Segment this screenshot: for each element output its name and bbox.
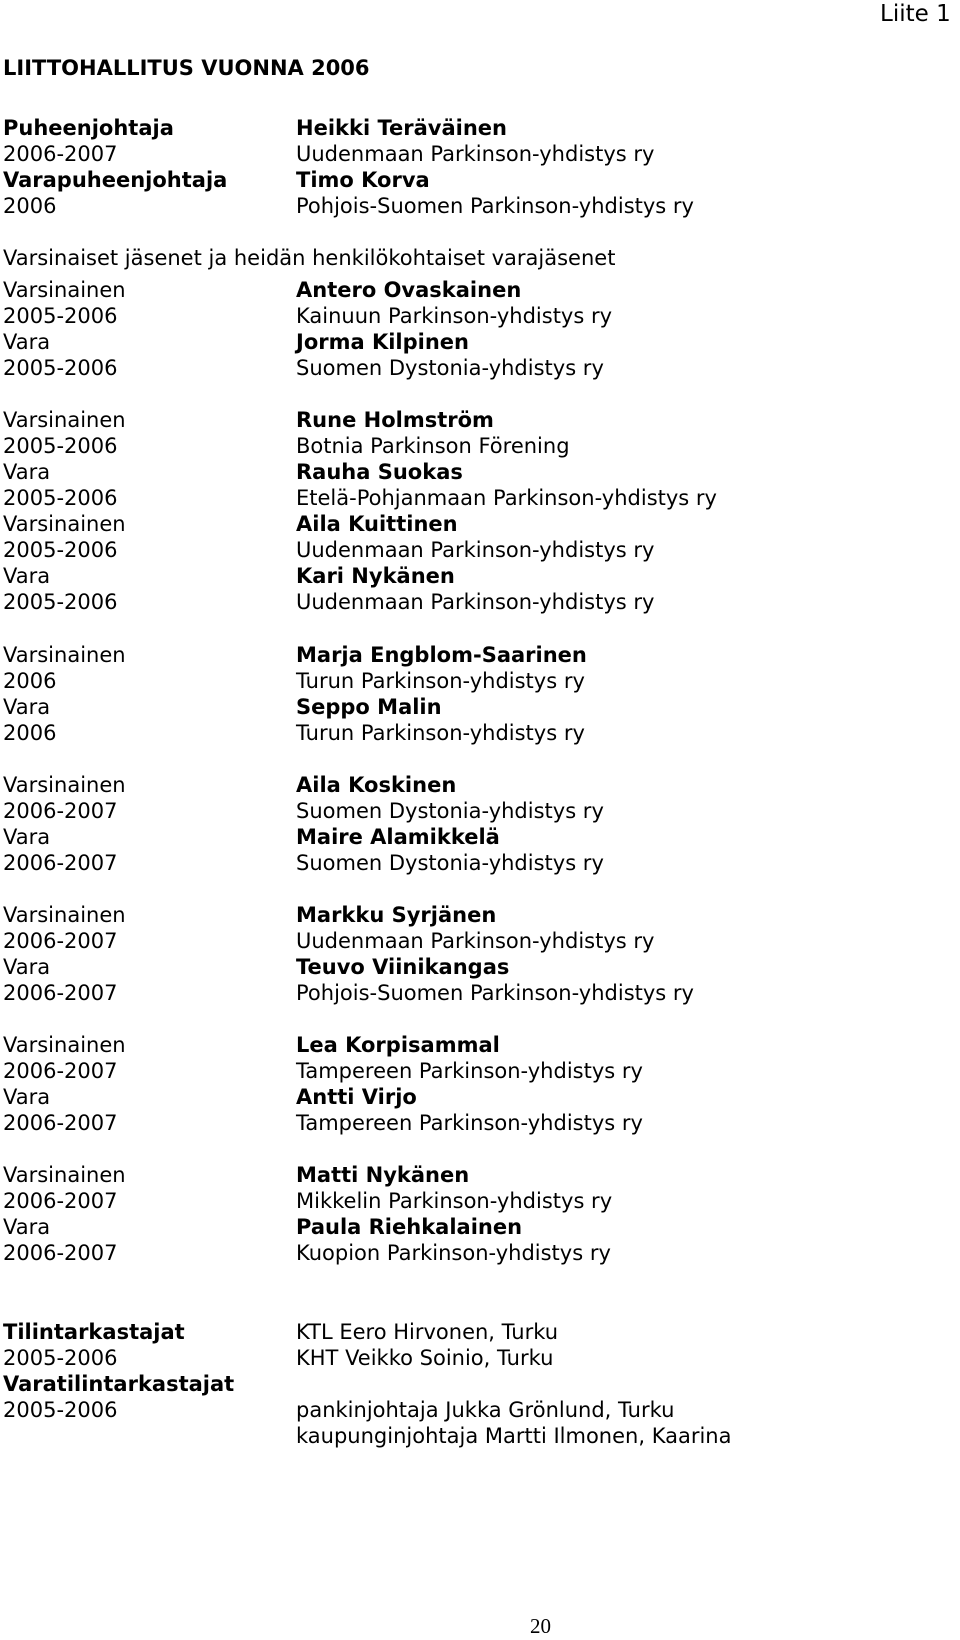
- members-heading: Varsinaiset jäsenet ja heidän henkilökohtaiset varajäsenet: [3, 246, 616, 270]
- member-name: Paula Riehkalainen: [296, 1215, 523, 1239]
- member-name: Rauha Suokas: [296, 460, 463, 484]
- chair-period: 2006-2007: [3, 142, 118, 166]
- deputy-auditors-period: 2005-2006: [3, 1398, 118, 1422]
- member-period: 2005-2006: [3, 486, 118, 510]
- member-period: 2006: [3, 669, 57, 693]
- member-name: Matti Nykänen: [296, 1163, 470, 1187]
- member-role: Vara: [3, 460, 51, 484]
- member-period: 2006-2007: [3, 851, 118, 875]
- member-role: Varsinainen: [3, 1033, 126, 1057]
- deputy-auditor-name: kaupunginjohtaja Martti Ilmonen, Kaarina: [296, 1424, 732, 1448]
- member-period: 2006-2007: [3, 1241, 118, 1265]
- member-org: Kainuun Parkinson-yhdistys ry: [296, 304, 613, 328]
- member-role: Vara: [3, 825, 51, 849]
- member-role: Varsinainen: [3, 643, 126, 667]
- member-org: Suomen Dystonia-yhdistys ry: [296, 851, 604, 875]
- member-name: Antero Ovaskainen: [296, 278, 522, 302]
- member-role: Vara: [3, 695, 51, 719]
- member-org: Kuopion Parkinson-yhdistys ry: [296, 1241, 611, 1265]
- member-role: Vara: [3, 330, 51, 354]
- deputy-auditors-label: Varatilintarkastajat: [3, 1372, 235, 1396]
- member-org: Uudenmaan Parkinson-yhdistys ry: [296, 538, 655, 562]
- member-role: Vara: [3, 1085, 51, 1109]
- chair-name: Heikki Teräväinen: [296, 116, 507, 140]
- member-period: 2005-2006: [3, 356, 118, 380]
- page-title: LIITTOHALLITUS VUONNA 2006: [3, 56, 370, 80]
- member-period: 2005-2006: [3, 304, 118, 328]
- member-org: Etelä-Pohjanmaan Parkinson-yhdistys ry: [296, 486, 717, 510]
- member-period: 2006-2007: [3, 1059, 118, 1083]
- auditor-name: KHT Veikko Soinio, Turku: [296, 1346, 554, 1370]
- vice-chair-name: Timo Korva: [296, 168, 430, 192]
- member-role: Varsinainen: [3, 1163, 126, 1187]
- auditors-label: Tilintarkastajat: [3, 1320, 185, 1344]
- member-name: Aila Kuittinen: [296, 512, 458, 536]
- member-role: Varsinainen: [3, 408, 126, 432]
- member-period: 2006-2007: [3, 1111, 118, 1135]
- member-name: Markku Syrjänen: [296, 903, 497, 927]
- vice-chair-role: Varapuheenjohtaja: [3, 168, 228, 192]
- member-name: Seppo Malin: [296, 695, 442, 719]
- member-org: Mikkelin Parkinson-yhdistys ry: [296, 1189, 613, 1213]
- member-org: Turun Parkinson-yhdistys ry: [296, 721, 585, 745]
- member-period: 2006-2007: [3, 981, 118, 1005]
- member-period: 2005-2006: [3, 590, 118, 614]
- member-period: 2006-2007: [3, 799, 118, 823]
- member-name: Antti Virjo: [296, 1085, 417, 1109]
- vice-chair-org: Pohjois-Suomen Parkinson-yhdistys ry: [296, 194, 694, 218]
- member-period: 2006-2007: [3, 929, 118, 953]
- member-name: Rune Holmström: [296, 408, 494, 432]
- member-name: Maire Alamikkelä: [296, 825, 500, 849]
- member-name: Teuvo Viinikangas: [296, 955, 510, 979]
- member-period: 2005-2006: [3, 434, 118, 458]
- member-org: Uudenmaan Parkinson-yhdistys ry: [296, 590, 655, 614]
- member-role: Vara: [3, 564, 51, 588]
- member-role: Varsinainen: [3, 512, 126, 536]
- member-role: Vara: [3, 1215, 51, 1239]
- member-org: Uudenmaan Parkinson-yhdistys ry: [296, 929, 655, 953]
- member-org: Botnia Parkinson Förening: [296, 434, 570, 458]
- chair-role: Puheenjohtaja: [3, 116, 174, 140]
- chair-org: Uudenmaan Parkinson-yhdistys ry: [296, 142, 655, 166]
- appendix-label: Liite 1: [880, 1, 951, 27]
- member-role: Vara: [3, 955, 51, 979]
- member-org: Tampereen Parkinson-yhdistys ry: [296, 1111, 643, 1135]
- member-name: Jorma Kilpinen: [296, 330, 470, 354]
- member-role: Varsinainen: [3, 903, 126, 927]
- member-name: Aila Koskinen: [296, 773, 457, 797]
- member-period: 2006-2007: [3, 1189, 118, 1213]
- member-period: 2005-2006: [3, 538, 118, 562]
- deputy-auditor-name: pankinjohtaja Jukka Grönlund, Turku: [296, 1398, 675, 1422]
- member-role: Varsinainen: [3, 278, 126, 302]
- member-org: Suomen Dystonia-yhdistys ry: [296, 356, 604, 380]
- member-org: Turun Parkinson-yhdistys ry: [296, 669, 585, 693]
- member-org: Suomen Dystonia-yhdistys ry: [296, 799, 604, 823]
- auditors-period: 2005-2006: [3, 1346, 118, 1370]
- member-period: 2006: [3, 721, 57, 745]
- auditor-name: KTL Eero Hirvonen, Turku: [296, 1320, 559, 1344]
- vice-chair-period: 2006: [3, 194, 57, 218]
- member-name: Lea Korpisammal: [296, 1033, 500, 1057]
- page-number: 20: [530, 1614, 551, 1638]
- member-role: Varsinainen: [3, 773, 126, 797]
- member-org: Pohjois-Suomen Parkinson-yhdistys ry: [296, 981, 694, 1005]
- member-name: Kari Nykänen: [296, 564, 455, 588]
- member-org: Tampereen Parkinson-yhdistys ry: [296, 1059, 643, 1083]
- member-name: Marja Engblom-Saarinen: [296, 643, 587, 667]
